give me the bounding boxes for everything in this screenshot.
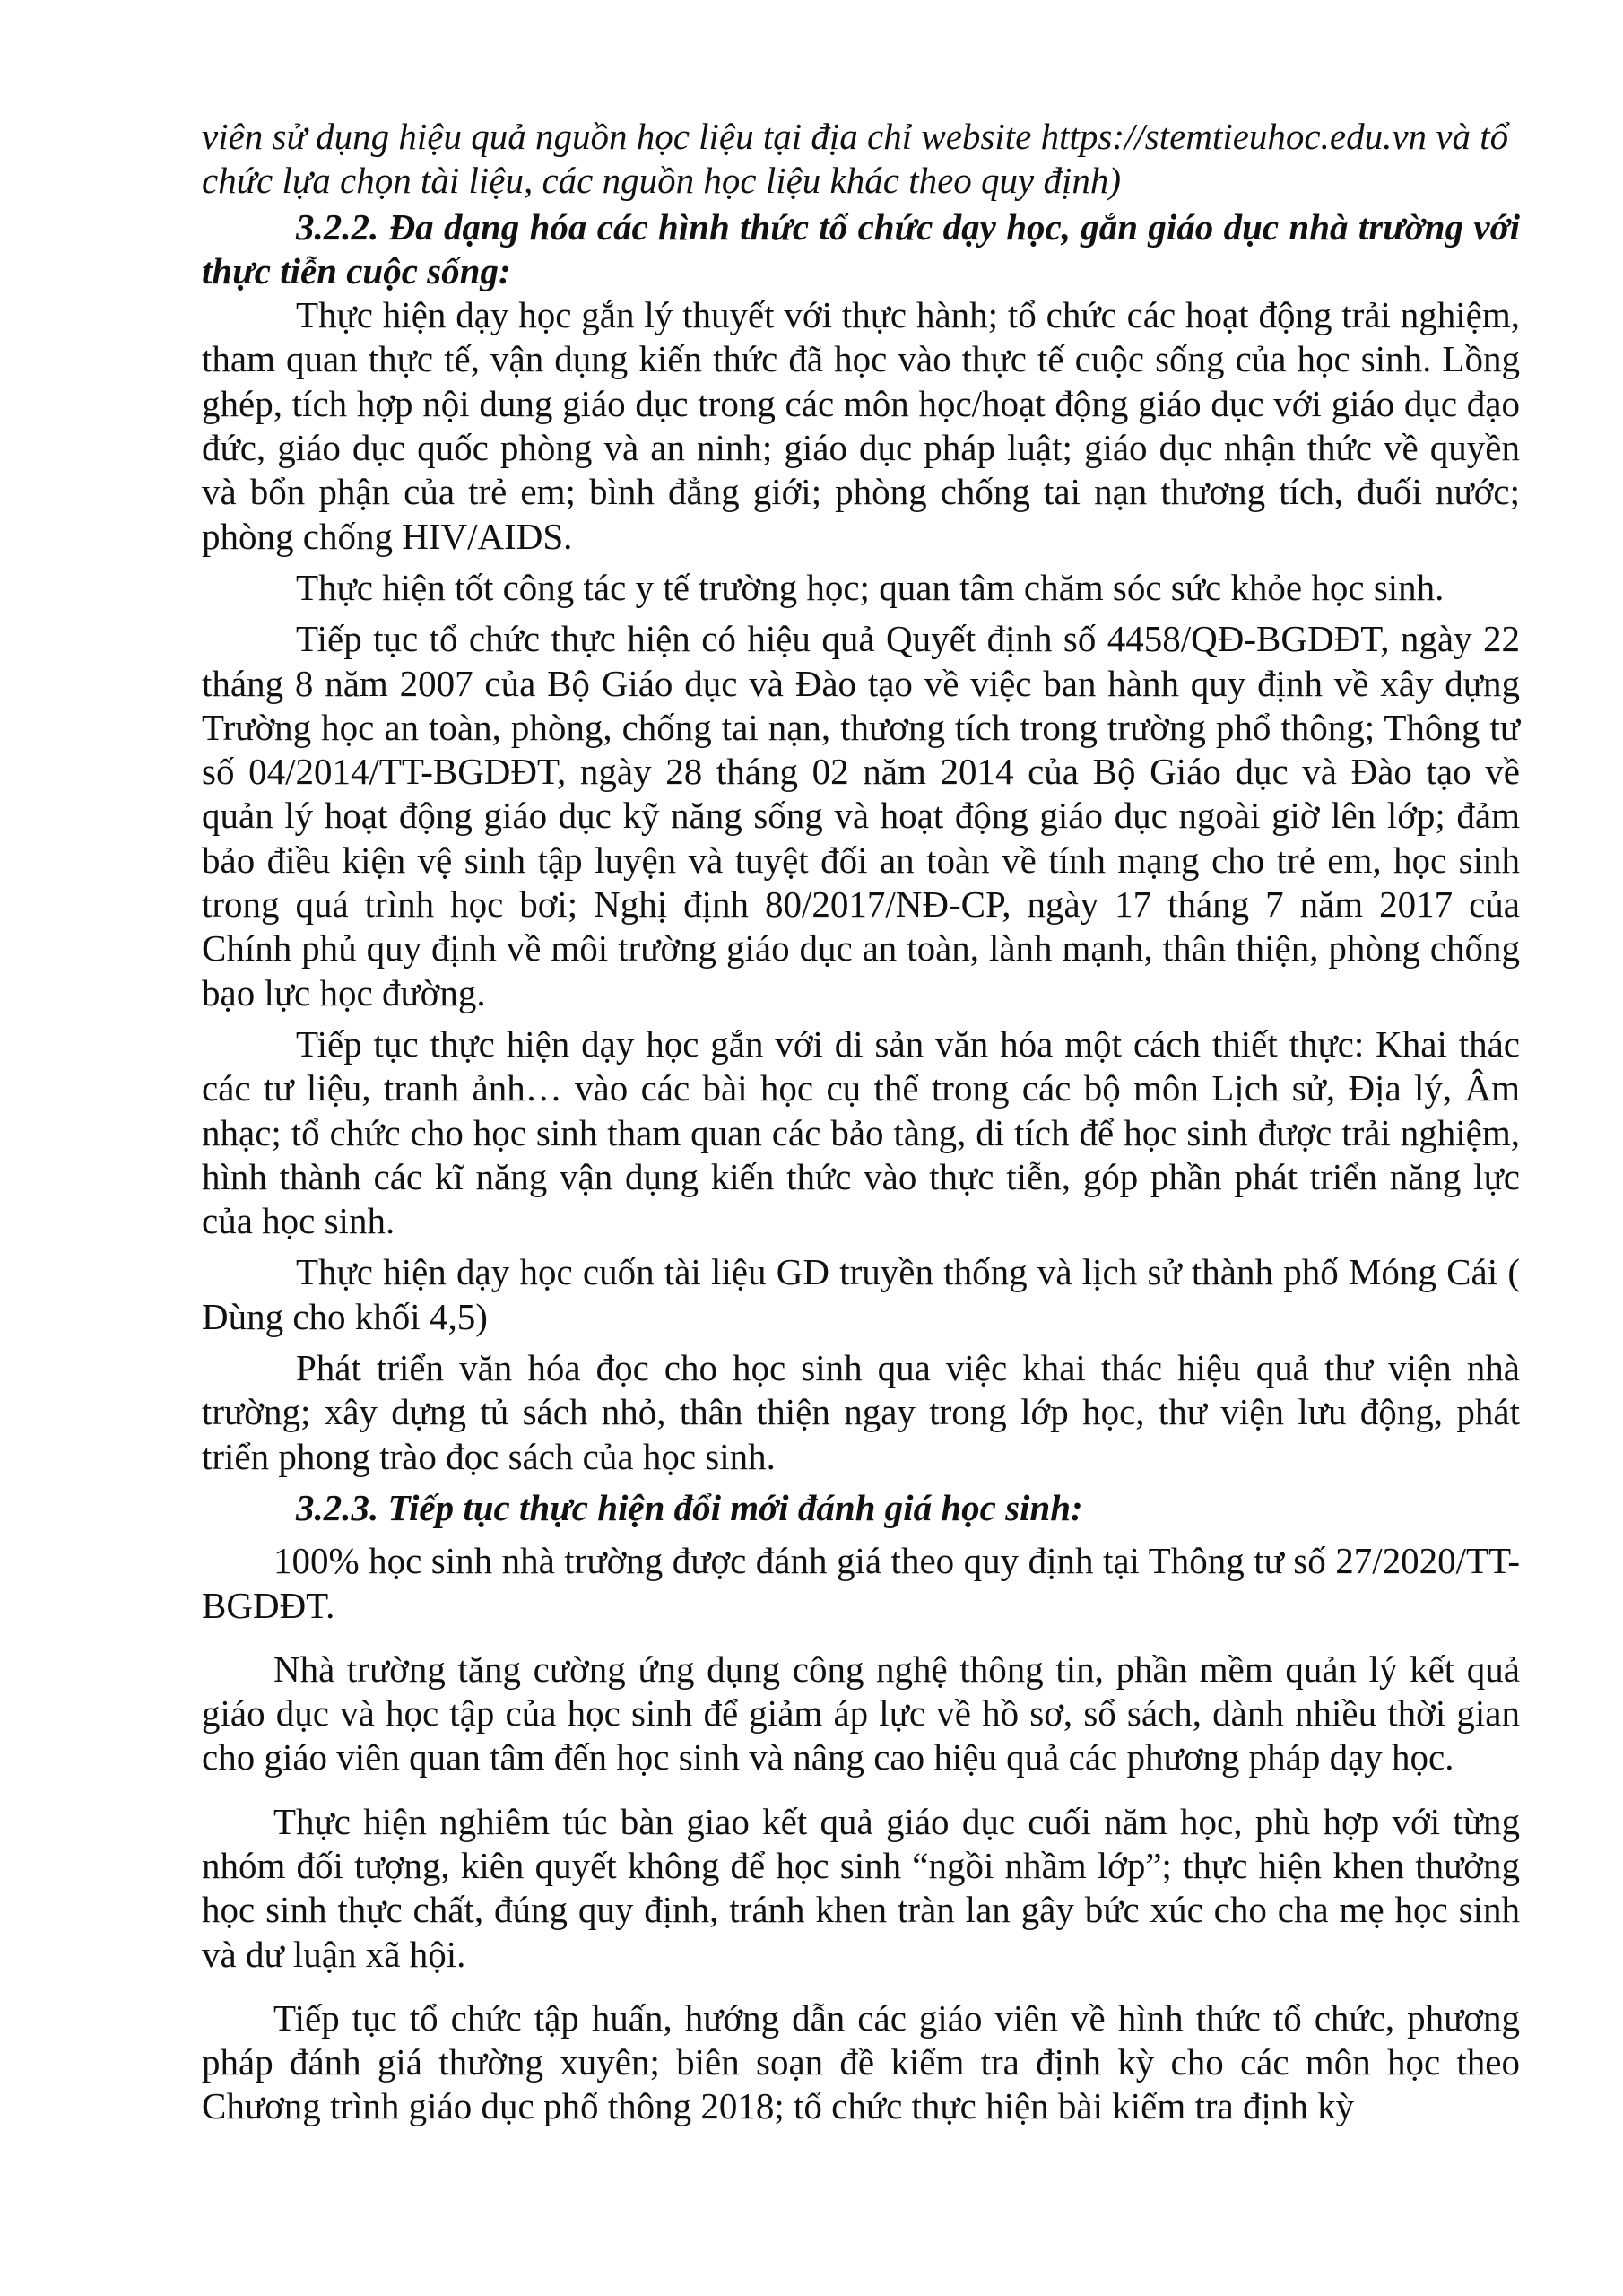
paragraph: Tiếp tục tổ chức thực hiện có hiệu quả Quyết định số 4458/QĐ-BGDĐT, ngày 22 tháng 8 năm 2007 của Bộ Giáo dục và Đào tạo về việc ban hành quy định về xây dựng Trường học an toàn, phòng, chống tai nạn, thương tích trong trường phổ thông; Thông tư số 04/2014/TT-BGDĐT, ngày 28 tháng 02 năm 2014 của Bộ Giáo dục và Đào tạo về quản lý hoạt động giáo dục kỹ năng sống và hoạt động giáo dục ngoài giờ lên lớp; đảm bảo điều kiện vệ sinh tập luyện và tuyệt đối an toàn về tính mạng cho trẻ em, học sinh trong quá trình học bơi; Nghị định 80/2017/NĐ-CP, ngày 17 tháng 7 năm 2017 của Chính phủ quy định về môi trường giáo dục an toàn, lành mạnh, thân thiện, phòng chống bạo lực học đường. [202,618,1520,1013]
paragraph: Thực hiện nghiêm túc bàn giao kết quả giáo dục cuối năm học, phù hợp với từng nhóm đối tượng, kiên quyết không để học sinh “ngồi nhầm lớp”; thực hiện khen thưởng học sinh thực chất, đúng quy định, tránh khen tràn lan gây bức xúc cho cha mẹ học sinh và dư luận xã hội. [202,1800,1520,1975]
section-heading-3-2-3: 3.2.3. Tiếp tục thực hiện đổi mới đánh giá học sinh: [296,1486,1083,1528]
paragraph: Nhà trường tăng cường ứng dụng công nghệ thông tin, phần mềm quản lý kết quả giáo dục và học tập của học sinh để giảm áp lực về hồ sơ, sổ sách, dành nhiều thời gian cho giáo viên quan tâm đến học sinh và nâng cao hiệu quả các phương pháp dạy học. [202,1648,1520,1779]
paragraph: Tiếp tục thực hiện dạy học gắn với di sản văn hóa một cách thiết thực: Khai thác các tư liệu, tranh ảnh… vào các bài học cụ thể trong các bộ môn Lịch sử, Địa lý, Âm nhạc; tổ chức cho học sinh tham quan các bảo tàng, di tích để học sinh được trải nghiệm, hình thành các kĩ năng vận dụng kiến thức vào thực tiễn, góp phần phát triển năng lực của học sinh. [202,1022,1520,1242]
paragraph: Phát triển văn hóa đọc cho học sinh qua việc khai thác hiệu quả thư viện nhà trường; xây dựng tủ sách nhỏ, thân thiện ngay trong lớp học, thư viện lưu động, phát triển phong trào đọc sách của học sinh. [202,1347,1520,1477]
intro-text: viên sử dụng hiệu quả nguồn học liệu tại địa chỉ website https://stemtieuhoc.edu.vn và tổ chức lựa chọn tài liệu, các nguồn học liệu khác theo quy định) [202,116,1509,202]
paragraph: Tiếp tục tổ chức tập huấn, hướng dẫn các giáo viên về hình thức tổ chức, phương pháp đánh giá thường xuyên; biên soạn đề kiểm tra định kỳ cho các môn học theo Chương trình giáo dục phổ thông 2018; tổ chức thực hiện bài kiểm tra định kỳ [202,1996,1520,2127]
document-body [202,115,1520,2129]
paragraph: Thực hiện tốt công tác y tế trường học; quan tâm chăm sóc sức khỏe học sinh. [296,566,1445,608]
paragraph: 100% học sinh nhà trường được đánh giá theo quy định tại Thông tư số 27/2020/TT-BGDĐT. [202,1540,1520,1626]
section-heading-3-2-2: 3.2.2. Đa dạng hóa các hình thức tổ chức dạy học, gắn giáo dục nhà trường với thực tiễn cuộc sống: [202,205,1520,291]
paragraph: Thực hiện dạy học cuốn tài liệu GD truyền thống và lịch sử thành phố Móng Cái ( Dùng cho khối 4,5) [202,1251,1520,1337]
paragraph: Thực hiện dạy học gắn lý thuyết với thực hành; tổ chức các hoạt động trải nghiệm, tham quan thực tế, vận dụng kiến thức đã học vào thực tế cuộc sống của học sinh. Lồng ghép, tích hợp nội dung giáo dục trong các môn học/hoạt động giáo dục với giáo dục đạo đức, giáo dục quốc phòng và an ninh; giáo dục pháp luật; giáo dục nhận thức về quyền và bổn phận của trẻ em; bình đẳng giới; phòng chống tai nạn thương tích, đuối nước; phòng chống HIV/AIDS. [202,294,1520,557]
